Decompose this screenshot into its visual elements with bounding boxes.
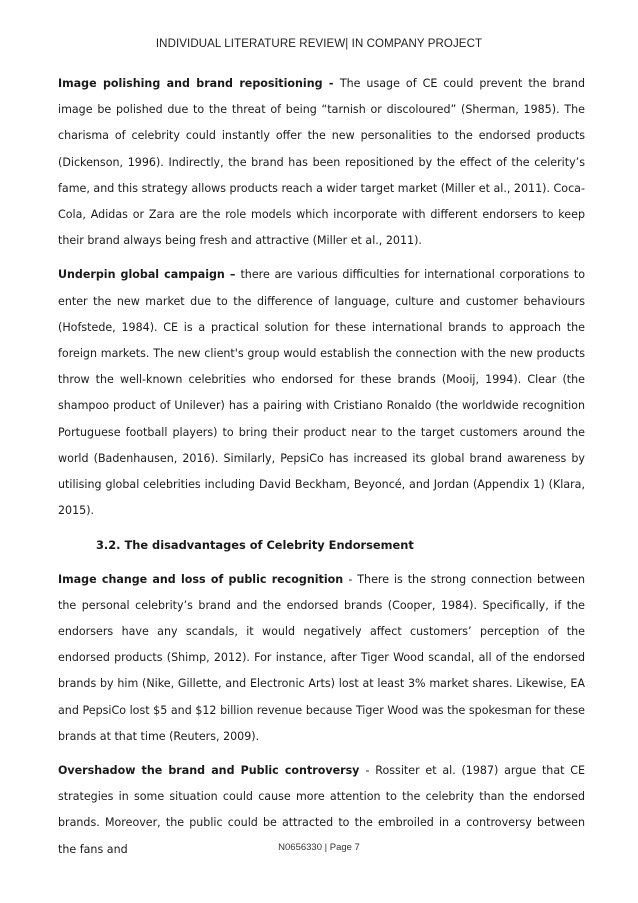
section-heading: 3.2. The disadvantages of Celebrity Endorsement xyxy=(96,538,414,553)
page-header: INDIVIDUAL LITERATURE REVIEW| IN COMPANY PROJECT xyxy=(155,38,483,50)
paragraph-text: there are various difficulties for international corporations to enter the new market due to the difference of language, culture and customer behaviours (Hofstede, 1984). CE is a practical solution for these international brands to approach the foreign markets. The new client's group would establish the connection with the new products throw the well-known celebrities who endorsed for these brands (Mooij, 1994). Clear (the shampoo product of Unilever) has a pairing with Cristiano Ronaldo (the worldwide recognition Portuguese football players) to bring their product near to the target customers around the world (Badenhausen, 2016). Similarly, PepsiCo has increased its global brand awareness by utilising global celebrities including David Beckham, Beyoncé, and Jordan (Appendix 1) (Klara, 2015). xyxy=(58,268,585,518)
page-footer: N0656330 | Page 7 xyxy=(278,842,360,853)
paragraph-lead: Overshadow the brand and Public controversy xyxy=(58,764,366,778)
paragraph-text: - There is the strong connection between the personal celebrity’s brand and the endorsed brands (Cooper, 1984). Specifically, if the endorsers have any scandals, it would negatively affect customers’ perception of the endorsed products (Shimp, 2012). For instance, after Tiger Wood scandal, all of the endorsed brands by him (Nike, Gillette, and Electronic Arts) lost at least 3% market shares. Likewise, EA and PepsiCo lost $5 and $12 billion revenue because Tiger Wood was the spokesman for these brands at that time (Reuters, 2009). xyxy=(58,572,585,743)
paragraph-text: - Rossiter et al. (1987) argue that CE strategies in some situation could cause more attention to the celebrity than the endorsed brands. Moreover, the public could be attracted to the embroiled in a controversy between the fans and xyxy=(58,764,585,856)
paragraph-lead: Image polishing and brand repositioning - xyxy=(58,77,340,90)
paragraph-image-change xyxy=(58,567,585,750)
paragraph-text: The usage of CE could prevent the brand image be polished due to the threat of being “tarnish or discoloured” (Sherman, 1985). The charisma of celebrity could instantly offer the new personalities to the endorsed products (Dickenson, 1996). Indirectly, the brand has been repositioned by the effect of the celerity’s fame, and this strategy allows products reach a wider target market (Miller et al., 2011). Coca-Cola, Adidas or Zara are the role models which incorporate with different endorsers to keep their brand always being fresh and attractive (Miller et al., 2011). xyxy=(58,77,585,248)
paragraph-lead: Image change and loss of public recognition xyxy=(58,572,349,586)
paragraph-image-polishing xyxy=(58,71,585,254)
page-body xyxy=(58,71,585,871)
paragraph-lead: Underpin global campaign – xyxy=(58,268,241,282)
paragraph-global-campaign xyxy=(58,262,585,524)
